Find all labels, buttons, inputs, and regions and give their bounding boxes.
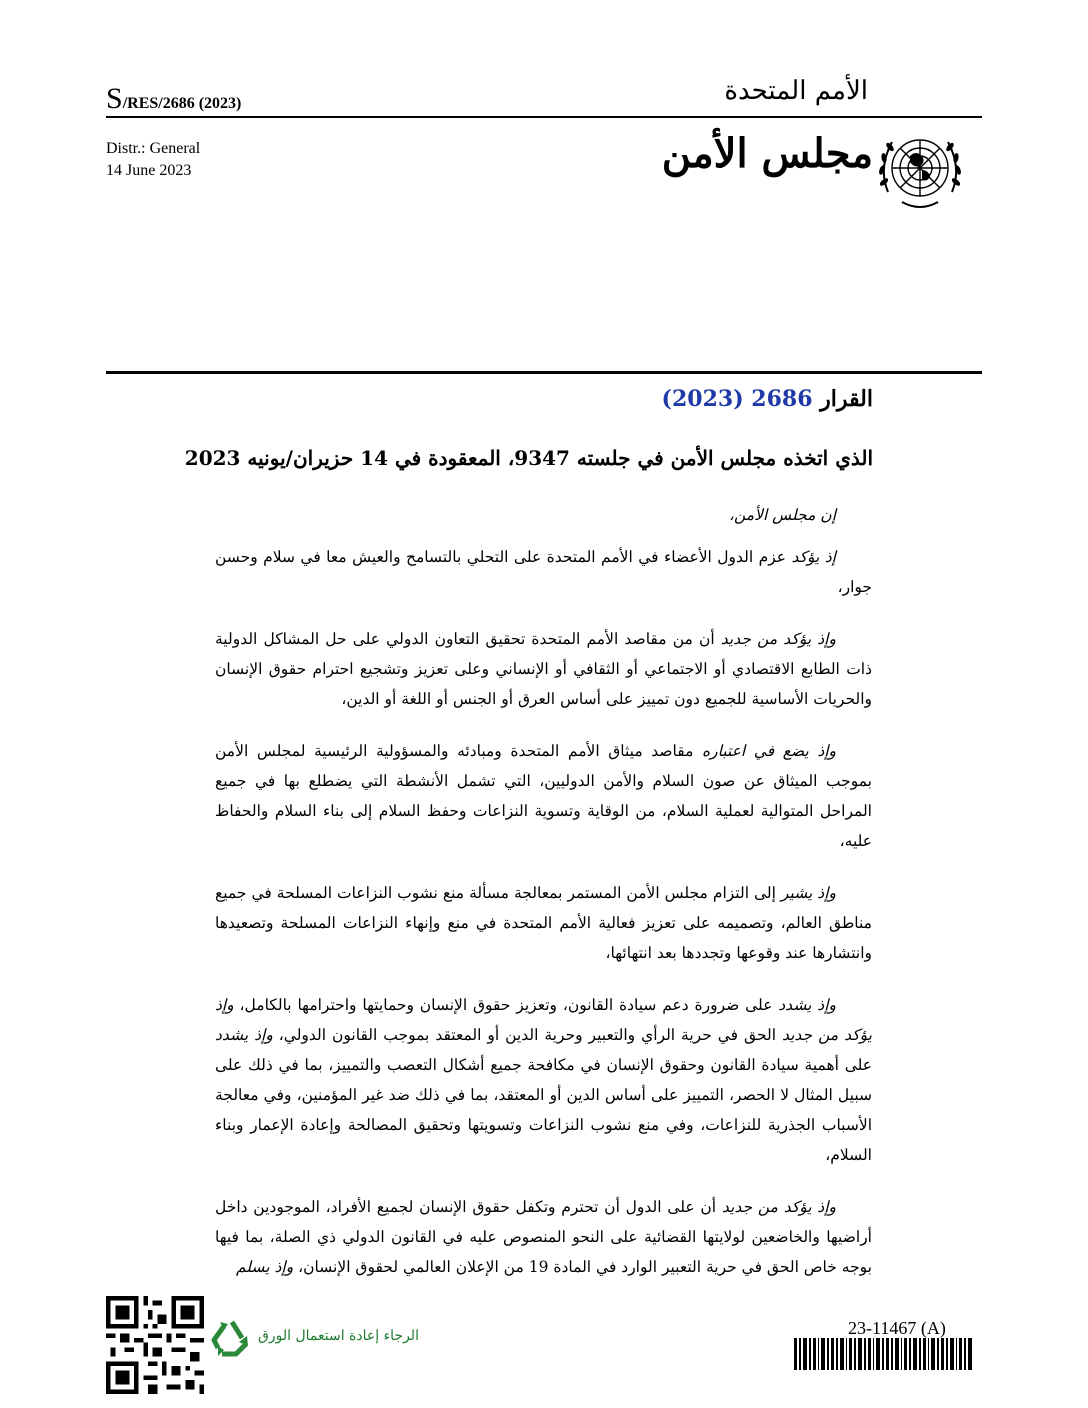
- paragraph: وإذ يشير إلى التزام مجلس الأمن المستمر بمعالجة مسألة منع نشوب النزاعات المسلحة في جميع مناطق العالم، وتصميمه على تعزيز فعالية الأمم المتحدة في منع وإنهاء النزاعات المسلحة وتصعيدها وانتشارها عند وقوعها وتجددها بعد انتهائها،: [215, 884, 872, 962]
- resolution-title: [662, 386, 873, 412]
- recycle-notice: الرجاء إعادة استعمال الورق: [258, 1328, 419, 1344]
- issue-date: 14 June 2023: [106, 162, 192, 179]
- paragraph: إذ يؤكد عزم الدول الأعضاء في الأمم المتحدة على التحلي بالتسامح والعيش معا في سلام وحسن جوار،: [215, 548, 872, 596]
- top-rule: [106, 116, 982, 118]
- resolution-label: القرار: [820, 386, 873, 412]
- un-emblem-icon: [872, 126, 968, 212]
- paragraph: وإذ يشدد على ضرورة دعم سيادة القانون، وتعزيز حقوق الإنسان وحمايتها واحترامها بالكامل، وإذ يؤكد من جديد الحق في حرية الرأي والتعبير وحرية الدين أو المعتقد بموجب القانون الدولي، وإذ يشدد على أهمية سيادة القانون وحقوق الإنسان في مكافحة جميع أشكال التعصب والتمييز، بما في ذلك على سبيل المثال لا الحصر، التمييز على أساس الدين أو المعتقد، بما في ذلك ضد غير المؤمنين، وفي معالجة الأسباب الجذرية للنزاعات، وفي منع نشوب النزاعات وتسويتها وتحقيق المصالحة وإعادة الإعمار وبناء السلام،: [215, 996, 872, 1164]
- paragraph: وإذ يؤكد من جديد أن من مقاصد الأمم المتحدة تحقيق التعاون الدولي على حل المشاكل الدولية ذات الطابع الاقتصادي أو الاجتماعي أو الثقافي أو الإنساني وعلى تعزيز وتشجيع احترام حقوق الإنسان والحريات الأساسية للجميع دون تمييز على أساس العرق أو الجنس أو اللغة أو الدين،: [215, 630, 872, 708]
- section-rule: [106, 371, 982, 374]
- paragraph: وإذ يضع في اعتباره مقاصد ميثاق الأمم المتحدة ومبادئه والمسؤولية الرئيسية لمجلس الأمن بموجب الميثاق عن صون السلام والأمن الدوليين، التي تشمل الأنشطة التي يضطلع بها في جميع المراحل المتوالية لعملية السلام، من الوقاية وتسوية النزاعات وحفظ السلام إلى بناء السلام والحفاظ عليه،: [215, 742, 872, 850]
- council-title: مجلس الأمن: [661, 130, 873, 177]
- distribution: Distr.: General: [106, 140, 201, 157]
- paragraph: وإذ يؤكد من جديد أن على الدول أن تحترم وتكفل حقوق الإنسان لجميع الأفراد، الموجودين داخل أراضيها والخاضعين لولايتها القضائية على النحو المنصوص عليه في القانون الدولي ذي الصلة، بما فيها بوجه خاص الحق في حرية التعبير الوارد في المادة 19 من الإعلان العالمي لحقوق الإنسان، وإذ يسلم: [215, 1198, 872, 1276]
- document-symbol: S/RES/2686 (2023): [106, 82, 242, 115]
- resolution-body: [215, 500, 872, 1304]
- qr-code-icon: [106, 1296, 204, 1394]
- un-title: الأمم المتحدة: [724, 76, 868, 106]
- resolution-number: 2686 (2023): [661, 386, 813, 412]
- barcode-icon: [794, 1338, 972, 1370]
- distribution-block: [106, 138, 200, 182]
- recycle-icon: [210, 1318, 254, 1358]
- adoption-line: الذي اتخذه مجلس الأمن في جلسته 9347، المعقودة في 14 حزيران/يونيه 2023: [184, 446, 873, 470]
- document-number: 23-11467 (A): [848, 1318, 946, 1338]
- preamble-intro: إن مجلس الأمن،: [729, 506, 836, 524]
